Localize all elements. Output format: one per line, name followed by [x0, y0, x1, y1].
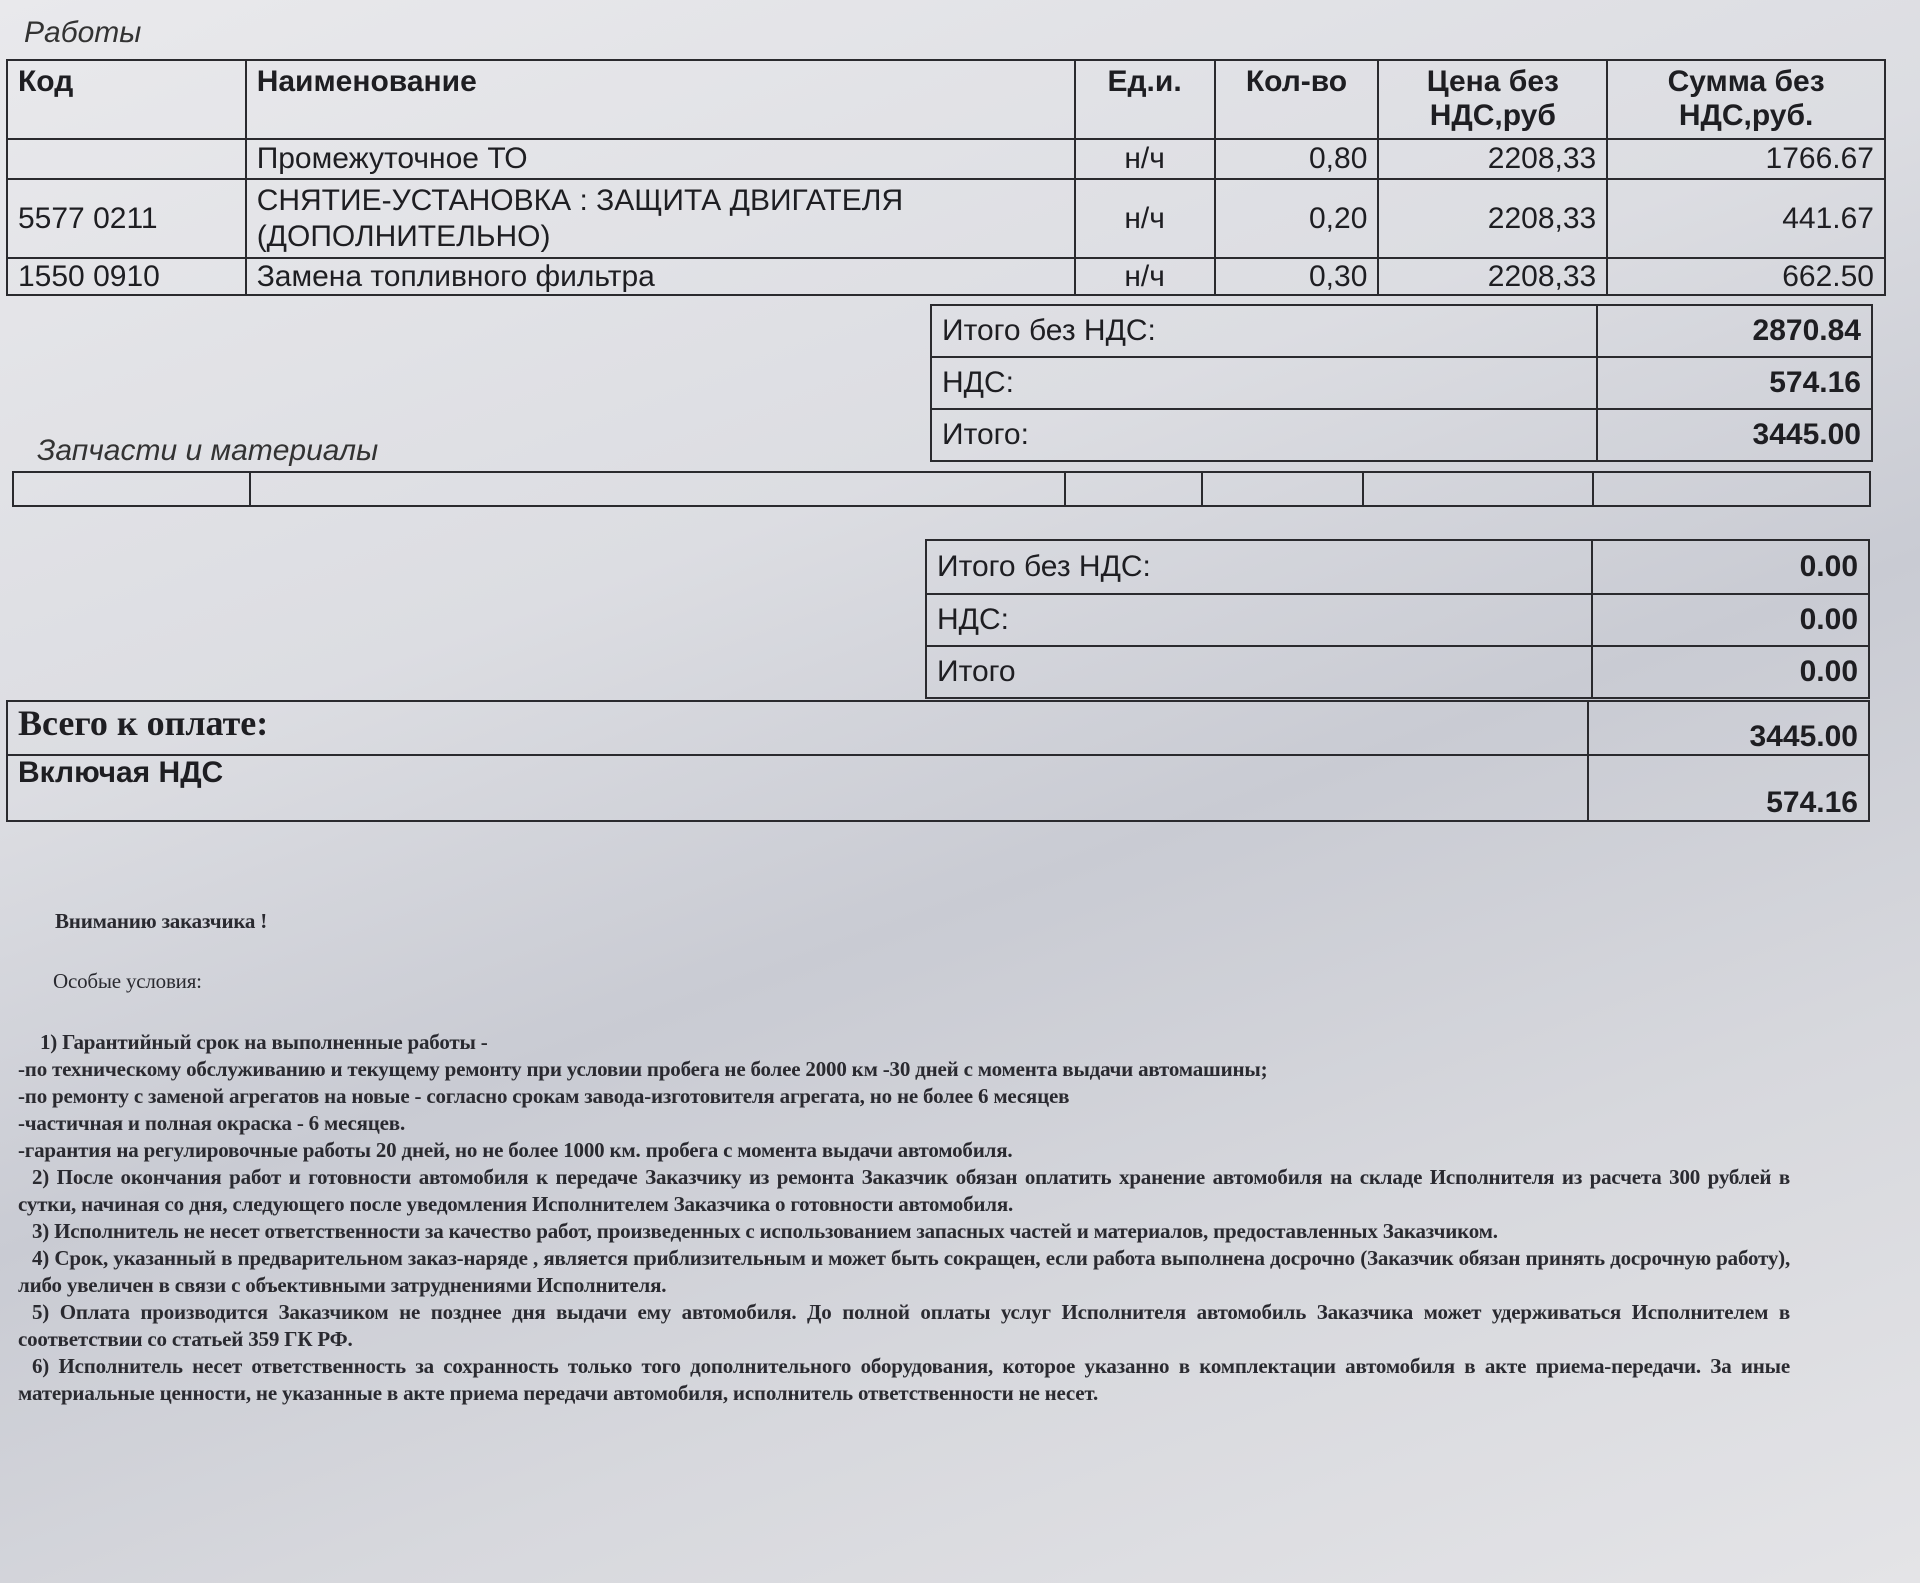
term-line: 1) Гарантийный срок на выполненные работы - — [40, 1030, 488, 1054]
header-code: Код — [7, 60, 246, 139]
term-line: 6) Исполнитель несет ответственность за сохранность только того дополнительного оборудования, которое указанно в комплектации автомобиля в акте приема-передачи. За иные материальные ценности, не указанные в акте приема передачи автомобиля, исполнитель ответственности не несет. — [18, 1354, 1790, 1405]
works-table — [6, 59, 1886, 296]
term-line: 5) Оплата производится Заказчиком не позднее дня выдачи ему автомобиля. До полной оплаты услуг Исполнителя автомобиль Заказчика может удерживаться Исполнителем в соответствии со статьей 359 ГК РФ. — [18, 1300, 1790, 1351]
works-vat-label: НДС: — [931, 357, 1597, 409]
table-row — [7, 139, 1885, 179]
term-line: -по ремонту с заменой агрегатов на новые - согласно срокам завода-изготовителя агрегата, но не более 6 месяцев — [18, 1084, 1070, 1108]
grand-vat-label: Включая НДС — [7, 755, 1588, 821]
row-price: 2208,33 — [1378, 179, 1607, 258]
row-qty: 0,80 — [1215, 139, 1379, 179]
grand-vat-value: 574.16 — [1588, 755, 1869, 821]
parts-table — [12, 471, 1871, 507]
row-price: 2208,33 — [1378, 139, 1607, 179]
grand-total-value: 3445.00 — [1588, 701, 1869, 755]
row-sum: 1766.67 — [1607, 139, 1885, 179]
terms-list — [18, 1029, 1790, 1407]
row-code: 1550 0910 — [7, 258, 246, 295]
row-qty: 0,20 — [1215, 179, 1379, 258]
row-qty: 0,30 — [1215, 258, 1379, 295]
row-name: СНЯТИЕ-УСТАНОВКА : ЗАЩИТА ДВИГАТЕЛЯ (ДОПОЛНИТЕЛЬНО) — [246, 179, 1075, 258]
parts-section-title: Запчасти и материалы — [37, 434, 379, 467]
row-unit: н/ч — [1075, 139, 1215, 179]
row-price: 2208,33 — [1378, 258, 1607, 295]
grand-total-label: Всего к оплате: — [7, 701, 1588, 755]
term-line: -по техническому обслуживанию и текущему ремонту при условии пробега не более 2000 км -30 дней с момента выдачи автомашины; — [18, 1057, 1268, 1081]
term-line: 2) После окончания работ и готовности автомобиля к передаче Заказчику из ремонта Заказчик обязан оплатить хранение автомобиля на складе Исполнителя из расчета 300 рублей в сутки, начиная со дня, следующего после уведомления Исполнителем Заказчика о готовности автомобиля. — [18, 1165, 1790, 1216]
works-subtotal-label: Итого без НДС: — [931, 305, 1597, 357]
grand-total-table — [6, 700, 1870, 822]
row-code: 5577 0211 — [7, 179, 246, 258]
parts-vat-value: 0.00 — [1592, 594, 1869, 646]
header-name: Наименование — [246, 60, 1075, 139]
parts-total-label: Итого — [926, 646, 1592, 698]
row-sum: 662.50 — [1607, 258, 1885, 295]
works-total-label: Итого: — [931, 409, 1597, 461]
works-vat-value: 574.16 — [1597, 357, 1872, 409]
table-row — [7, 179, 1885, 258]
works-total-value: 3445.00 — [1597, 409, 1872, 461]
special-conditions-heading: Особые условия: — [53, 969, 202, 993]
header-price: Цена без НДС,руб — [1378, 60, 1607, 139]
row-sum: 441.67 — [1607, 179, 1885, 258]
header-qty: Кол-во — [1215, 60, 1379, 139]
term-line: 4) Срок, указанный в предварительном заказ-наряде , является приблизительным и может быть сокращен, если работа выполнена досрочно (Заказчик обязан принять досрочную работу), либо увеличен в связи с объективными затруднениями Исполнителя. — [18, 1246, 1790, 1297]
header-sum: Сумма без НДС,руб. — [1607, 60, 1885, 139]
row-code — [7, 139, 246, 179]
row-unit: н/ч — [1075, 179, 1215, 258]
parts-vat-label: НДС: — [926, 594, 1592, 646]
works-totals — [930, 304, 1873, 462]
header-unit: Ед.и. — [1075, 60, 1215, 139]
works-subtotal-value: 2870.84 — [1597, 305, 1872, 357]
row-name: Промежуточное ТО — [246, 139, 1075, 179]
parts-total-value: 0.00 — [1592, 646, 1869, 698]
table-row — [7, 258, 1885, 295]
parts-totals — [925, 539, 1870, 699]
row-unit: н/ч — [1075, 258, 1215, 295]
parts-empty-row — [13, 472, 1870, 506]
customer-attention: Вниманию заказчика ! — [55, 909, 268, 933]
term-line: -частичная и полная окраска - 6 месяцев. — [18, 1111, 405, 1135]
parts-subtotal-value: 0.00 — [1592, 540, 1869, 594]
works-section-title: Работы — [24, 16, 142, 49]
row-name: Замена топливного фильтра — [246, 258, 1075, 295]
term-line: -гарантия на регулировочные работы 20 дней, но не более 1000 км. пробега с момента выдачи автомобиля. — [18, 1138, 1013, 1162]
parts-subtotal-label: Итого без НДС: — [926, 540, 1592, 594]
term-line: 3) Исполнитель не несет ответственности за качество работ, произведенных с использованием запасных частей и материалов, предоставленных Заказчиком. — [32, 1219, 1498, 1243]
works-header-row — [7, 60, 1885, 139]
